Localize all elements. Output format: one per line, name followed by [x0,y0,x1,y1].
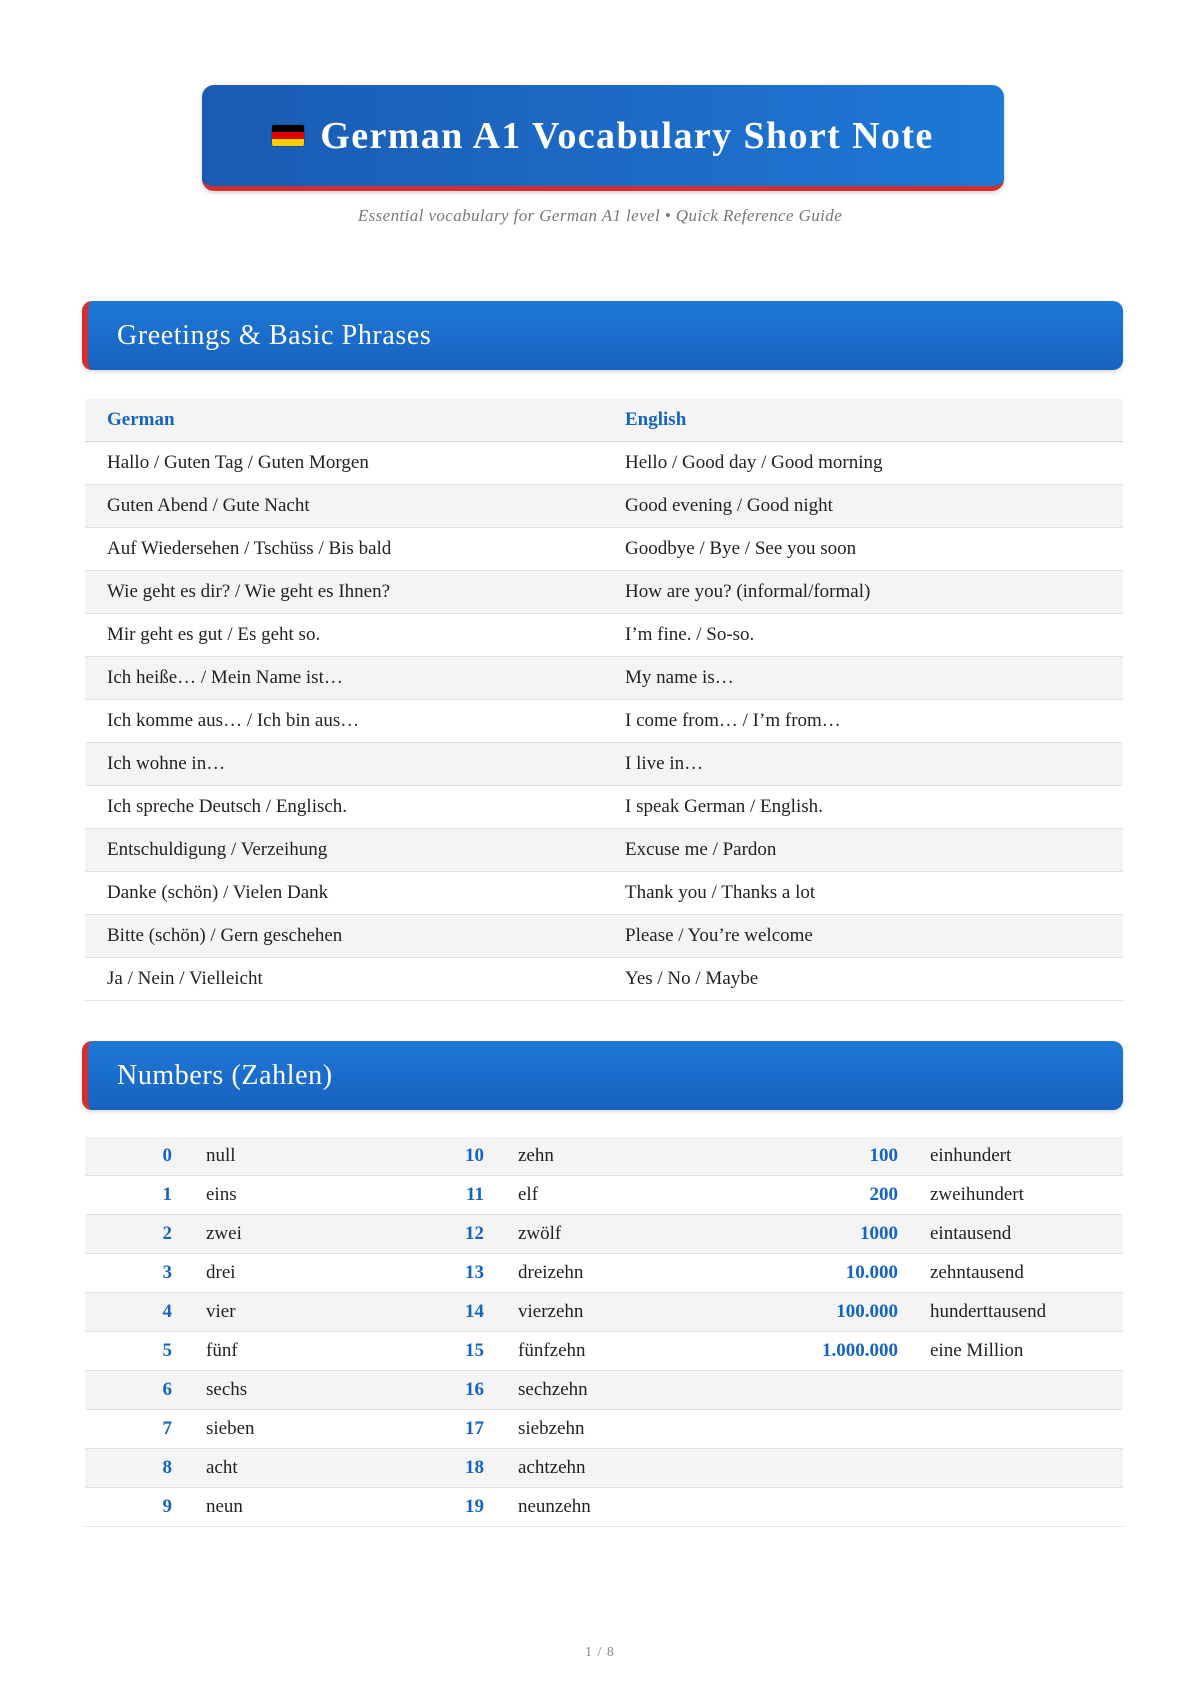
table-row [85,743,1123,786]
number-word: sechzehn [518,1379,588,1400]
number-word: eintausend [930,1223,1012,1244]
german-flag-icon [272,125,304,146]
number-word: sieben [206,1418,255,1439]
page-title: German A1 Vocabulary Short Note [320,114,934,157]
number-digit: 13 [465,1262,484,1283]
german-phrase: Ich komme aus… / Ich bin aus… [107,710,360,731]
english-translation: I’m fine. / So-so. [625,624,755,645]
number-digit: 5 [162,1340,172,1361]
number-word: zwölf [518,1223,562,1244]
number-digit: 15 [465,1340,484,1361]
page-number: 1 / 8 [585,1645,615,1660]
greetings-table [85,399,1123,1001]
number-word: sechs [206,1379,248,1400]
number-digit: 200 [869,1184,898,1205]
number-digit: 7 [162,1418,172,1439]
number-word: achtzehn [518,1457,586,1478]
german-phrase: Ich heiße… / Mein Name ist… [107,667,343,688]
number-digit: 10.000 [845,1262,898,1283]
page-subtitle: Essential vocabulary for German A1 level • Quick Reference Guide [357,206,843,225]
number-word: dreizehn [518,1262,584,1283]
german-phrase: Ich spreche Deutsch / Englisch. [107,796,348,817]
table-row [85,1215,1123,1254]
number-digit: 12 [465,1223,484,1244]
german-phrase: Guten Abend / Gute Nacht [107,495,310,516]
number-word: neunzehn [518,1496,591,1517]
number-digit: 4 [162,1301,172,1322]
number-word: elf [518,1184,539,1205]
number-word: acht [206,1457,238,1478]
german-phrase: Mir geht es gut / Es geht so. [107,624,321,645]
table-row [85,1371,1123,1410]
table-row [85,1449,1123,1488]
table-row [85,872,1123,915]
section-heading-greetings: Greetings & Basic Phrases [82,301,1123,370]
english-translation: Goodbye / Bye / See you soon [625,538,857,559]
table-row [85,915,1123,958]
number-digit: 1.000.000 [822,1340,898,1361]
german-phrase: Hallo / Guten Tag / Guten Morgen [107,452,369,473]
title-banner [202,85,1004,191]
number-digit: 100.000 [836,1301,898,1322]
number-digit: 14 [465,1301,484,1322]
table-row [85,700,1123,743]
table-row [85,1488,1123,1527]
table-row [85,1293,1123,1332]
number-word: drei [206,1262,236,1283]
number-word: eine Million [930,1340,1024,1361]
german-phrase: Danke (schön) / Vielen Dank [107,882,329,903]
table-row [85,829,1123,872]
number-word: zehntausend [930,1262,1024,1283]
number-digit: 6 [162,1379,172,1400]
english-translation: I speak German / English. [625,796,823,817]
english-translation: I live in… [625,753,704,774]
number-digit: 2 [162,1223,172,1244]
number-digit: 0 [162,1145,172,1166]
number-word: eins [206,1184,237,1205]
number-word: fünfzehn [518,1340,586,1361]
english-translation: Please / You’re welcome [625,925,813,946]
number-digit: 1 [162,1184,172,1205]
numbers-table [85,1137,1123,1527]
column-header-english: English [625,409,687,430]
german-phrase: Bitte (schön) / Gern geschehen [107,925,343,946]
number-word: fünf [206,1340,238,1361]
english-translation: Hello / Good day / Good morning [625,452,883,473]
table-header-row [85,399,1123,442]
english-translation: I come from… / I’m from… [625,710,841,731]
table-row [85,786,1123,829]
number-word: zweihundert [930,1184,1024,1205]
number-word: zehn [518,1145,554,1166]
english-translation: Yes / No / Maybe [625,968,759,989]
table-row [85,528,1123,571]
german-phrase: Entschuldigung / Verzeihung [107,839,328,860]
english-translation: Good evening / Good night [625,495,833,516]
section-heading-numbers: Numbers (Zahlen) [82,1041,1123,1110]
number-digit: 8 [162,1457,172,1478]
table-row [85,1410,1123,1449]
number-word: vierzehn [518,1301,584,1322]
english-translation: Thank you / Thanks a lot [625,882,816,903]
number-word: zwei [206,1223,242,1244]
german-phrase: Ja / Nein / Vielleicht [107,968,263,989]
greetings-table-body [85,442,1123,1001]
number-digit: 1000 [860,1223,898,1244]
number-digit: 9 [162,1496,172,1517]
german-phrase: Auf Wiedersehen / Tschüss / Bis bald [107,538,392,559]
table-row [85,1254,1123,1293]
table-row [85,657,1123,700]
number-digit: 17 [465,1418,484,1439]
english-translation: How are you? (informal/formal) [625,581,871,602]
table-row [85,442,1123,485]
number-word: hunderttausend [930,1301,1047,1322]
german-phrase: Wie geht es dir? / Wie geht es Ihnen? [107,581,391,602]
table-row [85,958,1123,1001]
german-phrase: Ich wohne in… [107,753,226,774]
table-row [85,614,1123,657]
number-digit: 18 [465,1457,484,1478]
table-row [85,485,1123,528]
table-row [85,1176,1123,1215]
number-digit: 11 [466,1184,484,1205]
number-word: vier [206,1301,236,1322]
number-word: siebzehn [518,1418,585,1439]
number-digit: 10 [465,1145,484,1166]
number-word: null [206,1145,236,1166]
column-header-german: German [107,409,175,430]
number-digit: 100 [869,1145,898,1166]
english-translation: My name is… [625,667,734,688]
number-digit: 3 [162,1262,172,1283]
table-row [85,1137,1123,1176]
number-word: neun [206,1496,243,1517]
number-digit: 19 [465,1496,484,1517]
number-digit: 16 [465,1379,484,1400]
table-row [85,571,1123,614]
table-row [85,1332,1123,1371]
number-word: einhundert [930,1145,1012,1166]
english-translation: Excuse me / Pardon [625,839,777,860]
